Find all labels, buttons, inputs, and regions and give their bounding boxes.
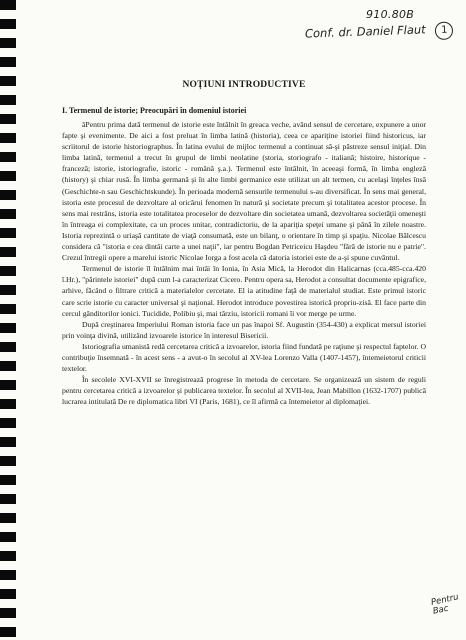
- handwritten-signature: [305, 21, 454, 44]
- paragraph-4: Istoriografia umanistă redă cercetarea critică a izvoarelor, istoria fiind fundată pe raţiune şi respectul faptelor. O contribuţie însemnată - în acest sens - a avut-o în secolul al XV-lea Lorenzo Valla (1407-1457), întemeietorul criticii textelor.: [62, 341, 426, 374]
- document-page: [62, 80, 426, 407]
- corner-note-line-1: Pentru: [430, 592, 460, 608]
- paragraph-1: âPentru prima dată termenul de istorie este întâlnit în greaca veche, având sensul de cercetare, expunere a unor fapte şi evenimente. De aici a fost preluat în limba latină (historia), ceea ce apariţine istoriei fiind historicus, iar scriitorul de istorie historiographus. În latina evului de mijloc termenul a continuat să-şi păstreze sensul iniţial. Din limba latină, termenul a trecut în grupul de limbi neolatine (storia, storiografo - italiană; histoire, historique - franceză; istorie, istoriografie, istoric - română ş.a.). Termenul este întâlnit, în aceeaşi formă, în limba engleză (history) şi chiar rusă. În limba germană şi în alte limbi germanice este utilizat un alt termen, cu acelaşi înţeles însă (Geschichte-n sau Geschichtskunde). În perioada modernă sensurile termenului s-au diversificat. În sens mai general, istoria este procesul de dezvoltare al oricărui fenomen în natură şi societate precum şi totalitatea acestor procese. În sens mai restrâns, istoria este totalitatea proceselor de dezvoltare din societatea umană, dezvoltarea societăţii omeneşti în întreaga ei complexitate, ca un proces unitar, contradictoriu, de la apariţia speţei umane şi până în zilele noastre. Istoria reprezintă o uriaşă cantitate de viaţă consumată, este un bilanţ, o orientare în timp şi spaţiu. Nicolae Bălcescu considera că "istoria e cea dintâi carte a unei naţii", iar pentru Bogdan Petriceicu Haşdeu "fără de istorie nu e patrie". Crezul întregii opere a marelui istoric Nicolae Iorga a fost acela că datoria istoriei este de a-şi spune cuvântul.: [62, 120, 426, 263]
- paragraph-2: Termenul de istorie îl întâlnim mai întâi în Ionia, în Asia Mică, la Herodot din Halicarnas (cca.485-cca.420 î.Hr.), "părintele istoriei" după cum l-a caracterizat Cicero. Pentru opera sa, Herodot a consultat documente epigrafice, arhive, făcând o filtrare critică a materialelor cercetate. El ia atitudine faţă de materialul studiat. Este primul istoric care scrie istorie cu caracter universal şi naţional. Herodot introduce povestirea istorică propriu-zisă. El face parte din cercul gânditorilor ionici. Tucidide, Polibiu şi, mai târziu, istoricii romani îi vor merge pe urme.: [62, 264, 426, 318]
- corner-note-line-2: Bac: [432, 604, 450, 618]
- handwritten-note-top: 910.80B: [366, 8, 415, 21]
- handwritten-corner-note: [430, 593, 461, 617]
- binder-holes-strip: [0, 0, 16, 640]
- paragraph-5: În secolele XVI-XVII se înregistrează progrese în metoda de cercetare. Se organizează un sistem de reguli pentru cercetarea critică a izvoarelor şi publicarea textelor. În secolul al XVII-lea, Jean Mabillon (1632-1707) publică lucrarea intitulată De re diplomatica libri VI (Paris, 1681), ce îl afirmă ca întemeietor al diplomaţiei.: [62, 375, 426, 407]
- section-heading: I. Termenul de istorie; Preocupări în domeniul istoriei: [62, 106, 247, 115]
- page-number-circle: 1: [435, 21, 454, 40]
- paragraph-3: După creştinarea Imperiului Roman istoria face un pas înapoi Sf. Augustin (354-430) a explicat mersul istoriei prin voinţa divină, utilizând izvoarele istorice în interesul Bisericii.: [62, 319, 426, 340]
- signature-text: Conf. dr. Daniel Flaut: [304, 22, 426, 41]
- document-title: NOȚIUNI INTRODUCTIVE: [182, 80, 306, 90]
- document-body: [62, 119, 426, 407]
